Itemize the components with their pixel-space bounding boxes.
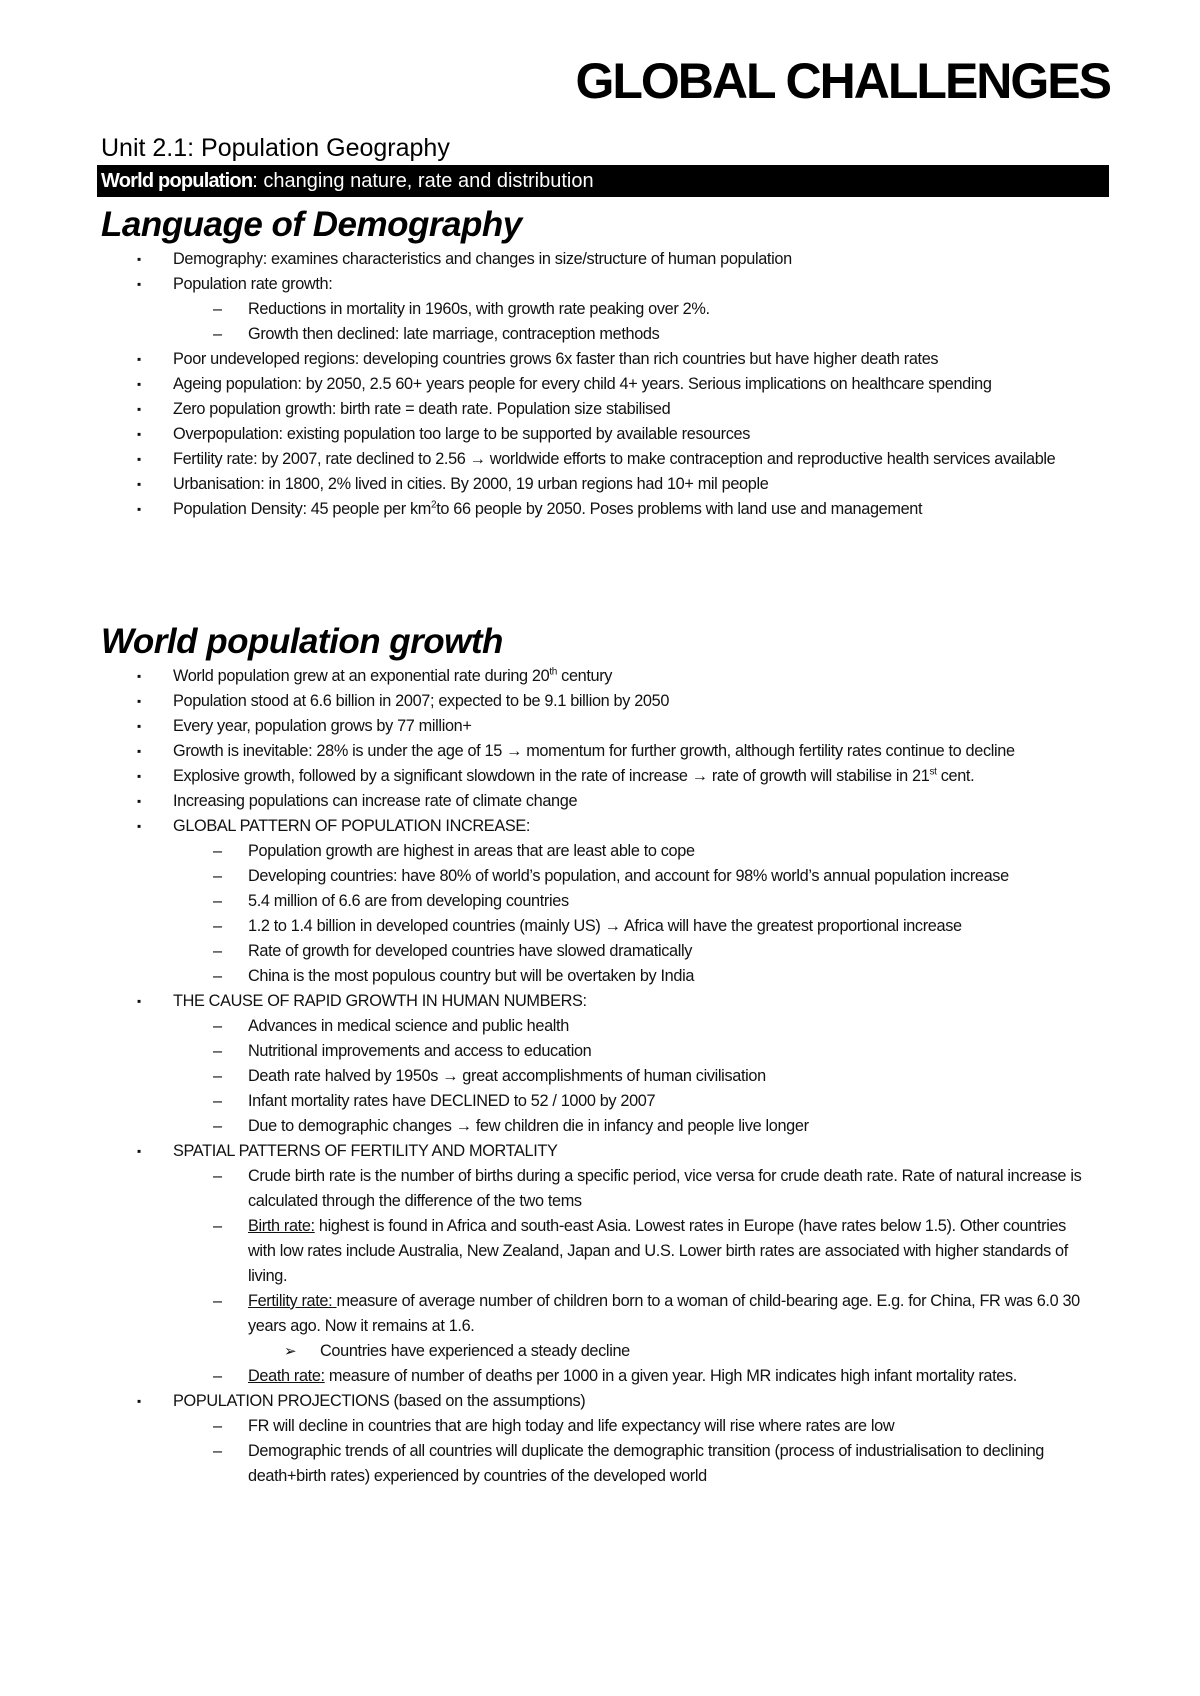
growth-list [0, 664, 1200, 1489]
sub-sub-list-item: ➢ Countries have experienced a steady decline [0, 1339, 1080, 1364]
list-item: ▪ Increasing populations can increase rate of climate change [0, 789, 1073, 814]
death-rate-text: measure of number of deaths per 1000 in a given year. High MR indicates high infant mortality rates. [324, 1367, 1017, 1385]
topic-strong: World population [101, 170, 253, 192]
density-text-a: Population Density: 45 people per km [173, 500, 432, 518]
list-item: ▪ Fertility rate: by 2007, rate declined to 2.56 → worldwide efforts to make contraception and reproductive health services available [0, 447, 1073, 472]
sub-list-item: – Infant mortality rates have DECLINED to 52 / 1000 by 2007 [0, 1089, 1088, 1114]
sub-list-item-birth-rate [0, 1214, 1088, 1289]
fertility-rate-text: measure of average number of children born to a woman of child-bearing age. E.g. for China, FR was 6.0 30 years ago. Now it remains at 1.6. [248, 1292, 1080, 1335]
growth-first-sup: th [549, 666, 557, 678]
sub-list-item: – Reductions in mortality in 1960s, with growth rate peaking over 2%. [0, 297, 1088, 322]
sub-list-item: – Death rate halved by 1950s → great accomplishments of human civilisation [0, 1064, 1088, 1089]
section-heading-growth: World population growth [101, 622, 503, 661]
growth-first-b: century [556, 667, 613, 685]
section-heading-demography: Language of Demography [101, 205, 522, 244]
list-item-projections: ▪ POPULATION PROJECTIONS (based on the assumptions) [0, 1389, 1073, 1414]
list-item [0, 664, 1073, 689]
sub-list-item-death-rate [0, 1364, 1088, 1389]
growth-first-a: World population grew at an exponential rate during 20 [173, 667, 550, 685]
sub-list-item: – China is the most populous country but will be overtaken by India [0, 964, 1088, 989]
sub-list-item-fertility-rate [0, 1289, 1088, 1339]
list-item: ▪ Poor undeveloped regions: developing countries grows 6x faster than rich countries but have higher death rates [0, 347, 1073, 372]
density-text-b: to 66 people by 2050. Poses problems with land use and management [436, 500, 923, 518]
list-item-global-pattern: ▪ GLOBAL PATTERN OF POPULATION INCREASE: [0, 814, 1073, 839]
density-sup: 2 [431, 499, 437, 511]
sub-list-item: – Demographic trends of all countries will duplicate the demographic transition (process of industrialisation to declining death+birth rates) experienced by countries of the developed world [0, 1439, 1088, 1489]
sub-list-item: – 1.2 to 1.4 billion in developed countries (mainly US) → Africa will have the greatest proportional increase [0, 914, 1088, 939]
death-rate-term: Death rate: [248, 1367, 325, 1385]
explosive-b: cent. [936, 767, 975, 785]
list-item-spatial: ▪ SPATIAL PATTERNS OF FERTILITY AND MORTALITY [0, 1139, 1073, 1164]
birth-rate-term: Birth rate: [248, 1217, 315, 1235]
sub-list-item: – Due to demographic changes → few children die in infancy and people live longer [0, 1114, 1088, 1139]
document-title: GLOBAL CHALLENGES [575, 53, 1110, 109]
list-item: ▪ Zero population growth: birth rate = death rate. Population size stabilised [0, 397, 1073, 422]
list-item: ▪ Growth is inevitable: 28% is under the age of 15 → momentum for further growth, although fertility rates continue to decline [0, 739, 1073, 764]
list-item: ▪ Ageing population: by 2050, 2.5 60+ years people for every child 4+ years. Serious implications on healthcare spending [0, 372, 1073, 397]
list-item: ▪ Every year, population grows by 77 million+ [0, 714, 1073, 739]
sub-list-item: – FR will decline in countries that are high today and life expectancy will rise where rates are low [0, 1414, 1088, 1439]
sub-list-item: – Advances in medical science and public health [0, 1014, 1088, 1039]
sub-list-item: – Developing countries: have 80% of world’s population, and account for 98% world’s annual population increase [0, 864, 1088, 889]
list-item [0, 497, 1083, 522]
topic-rest: : changing nature, rate and distribution [252, 170, 594, 192]
list-item: ▪ Population rate growth: [0, 272, 1073, 297]
sub-list-item: – Nutritional improvements and access to education [0, 1039, 1088, 1064]
list-item [0, 764, 1083, 789]
topic-banner [97, 165, 1109, 197]
list-item: ▪ Demography: examines characteristics and changes in size/structure of human population [0, 247, 1073, 272]
birth-rate-text: highest is found in Africa and south-east Asia. Lowest rates in Europe (have rates below 1.5). Other countries with low rates include Australia, New Zealand, Japan and U.S. Lower birth rates are associated with higher standards of living. [248, 1217, 1068, 1285]
list-item: ▪ Population stood at 6.6 billion in 2007; expected to be 9.1 billion by 2050 [0, 689, 1073, 714]
fertility-rate-term: Fertility rate: [248, 1292, 337, 1310]
demography-list [0, 247, 1200, 522]
sub-list-item: – Rate of growth for developed countries have slowed dramatically [0, 939, 1088, 964]
list-item: ▪ Urbanisation: in 1800, 2% lived in cities. By 2000, 19 urban regions had 10+ mil people [0, 472, 1073, 497]
unit-title: Unit 2.1: Population Geography [101, 134, 450, 162]
sub-list-item: – 5.4 million of 6.6 are from developing countries [0, 889, 1088, 914]
sub-list-item: – Population growth are highest in areas that are least able to cope [0, 839, 1088, 864]
explosive-a: Explosive growth, followed by a significant slowdown in the rate of increase → rate of growth will stabilise in 21 [173, 767, 930, 785]
sub-list-item: – Crude birth rate is the number of births during a specific period, vice versa for crude death rate. Rate of natural increase is calculated through the difference of the two tems [0, 1164, 1088, 1214]
sub-list-item: – Growth then declined: late marriage, contraception methods [0, 322, 1088, 347]
list-item: ▪ Overpopulation: existing population too large to be supported by available resources [0, 422, 1073, 447]
list-item-causes: ▪ THE CAUSE OF RAPID GROWTH IN HUMAN NUMBERS: [0, 989, 1073, 1014]
explosive-sup: st [929, 766, 937, 778]
